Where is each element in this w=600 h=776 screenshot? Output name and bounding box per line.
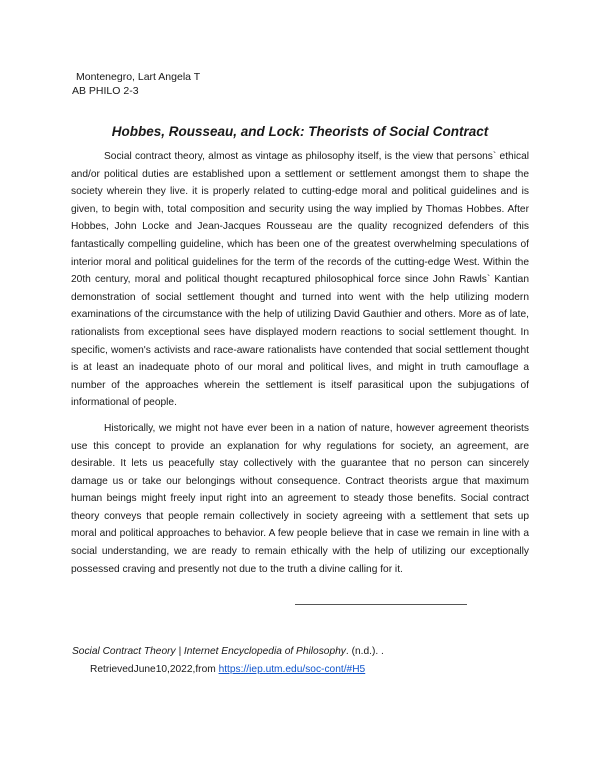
reference-retrieved: RetrievedJune10,2022,from [90, 664, 219, 675]
paragraph-2: Historically, we might not have ever been in a nation of nature, however agreement theorists use this concept to provide an explanation for why regulations for society, an agreement, are desirable. It lets us peacefully stay collectively with the guarantee that no person can sincerely damage us or take our belongings without consequence. Contract theorists argue that maximum human beings might freely input right into an agreement to steady those benefits. Social contract theory conveys that people remain collectively in society agreeing with a settlement that sets up moral and political approaches to behavior. A few people believe that in case we remain in line with a social understanding, we are ready to remain ethically with the help of utilizing our exceptionally possessed craving and presently not due to the truth a divine calling for it. [71, 422, 529, 575]
document-header [72, 70, 200, 98]
paragraph-1: Social contract theory, almost as vintage as philosophy itself, is the view that persons` ethical and/or political duties are established upon a settlement or settlement amongst them to shape the society wherein they live. it is properly related to cutting-edge moral and political guidelines and is given, to begin with, total composition and security using the way implied by Thomas Hobbes. After Hobbes, John Locke and Jean-Jacques Rousseau are the quality recognized defenders of this fantastically compelling guideline, which has been one of the greatest overwhelming speculations of interior moral and political guidelines for the term of the records of the cutting-edge West. Within the 20th century, moral and political thought recaptured philosophical force since John Rawls` Kantian demonstration of social settlement thought and turned into went with the help utilizing modern examinations of the circumstance with the help of utilizing David Gauthier and others. More as of late, rationalists from exceptional sees have displayed modern reactions to social settlement thought. In specific, women's activists and race-aware rationalists have contended that social settlement thought is at least an inadequate photo of our moral and political lives, and might in truth camouflage a number of the approaches wherein the settlement is itself parasitical upon the subjugations of informational of people. [71, 151, 529, 409]
document-title: Hobbes, Rousseau, and Lock: Theorists of Social Contract [111, 124, 489, 139]
document-body [71, 148, 529, 578]
reference-source: Social Contract Theory | Internet Encyclopedia of Philosophy [72, 646, 346, 657]
course-code: AB PHILO 2-3 [72, 85, 139, 97]
reference-date: . (n.d.). . [345, 646, 384, 657]
reference-entry [72, 643, 384, 679]
reference-link[interactable]: https://iep.utm.edu/soc-cont/#H5 [218, 664, 366, 675]
author-name: Montenegro, Lart Angela T [76, 71, 201, 83]
footnote-divider [295, 604, 467, 605]
